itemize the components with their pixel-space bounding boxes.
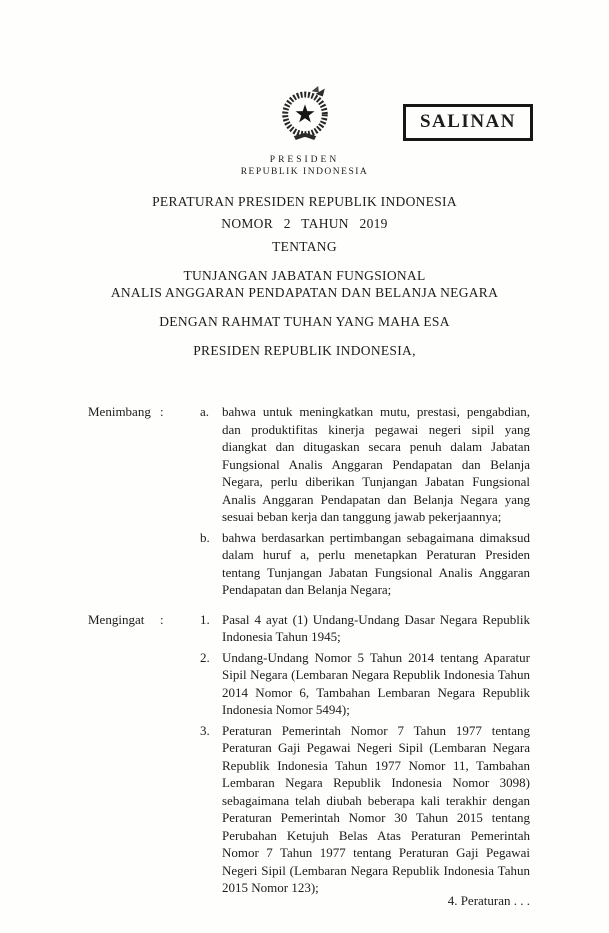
list-item: [200, 722, 530, 897]
regulation-heading: PERATURAN PRESIDEN REPUBLIK INDONESIA: [152, 194, 457, 209]
document-body: [0, 403, 609, 900]
list-item: [200, 403, 530, 526]
salinan-stamp-label: SALINAN: [419, 111, 516, 132]
mengingat-items: [200, 611, 530, 900]
item-marker: a.: [200, 404, 210, 419]
letterhead-republik-indonesia: REPUBLIK INDONESIA: [240, 167, 369, 177]
catchword: 4. Peraturan . . .: [447, 893, 530, 908]
mengingat-colon: :: [160, 611, 164, 627]
mengingat-label: Mengingat: [88, 611, 145, 627]
invocation-line: DENGAN RAHMAT TUHAN YANG MAHA ESA: [159, 314, 450, 329]
menimbang-items: [200, 403, 530, 602]
tentang-label: TENTANG: [272, 239, 337, 254]
title-block: [0, 194, 609, 359]
authority-line: PRESIDEN REPUBLIK INDONESIA,: [193, 343, 416, 358]
item-text: Undang-Undang Nomor 5 Tahun 2014 tentang Aparatur Sipil Negara (Lembaran Negara Republik Indonesia Tahun 2014 Nomor 6, Tambahan Lembaran Negara Republik Indonesia Nomor 5494);: [222, 649, 530, 717]
letterhead: [0, 154, 609, 178]
item-marker: 3.: [200, 722, 210, 738]
salinan-stamp: [403, 104, 533, 141]
item-marker: 1.: [200, 611, 210, 627]
list-item: [200, 611, 530, 646]
section-menimbang: [88, 403, 530, 602]
menimbang-label: Menimbang: [88, 404, 151, 419]
presidential-seal-icon: [272, 80, 338, 146]
letterhead-presiden: PRESIDEN: [269, 155, 340, 165]
item-text: Pasal 4 ayat (1) Undang-Undang Dasar Negara Republik Indonesia Tahun 1945;: [222, 611, 530, 644]
subject-line-2: ANALIS ANGGARAN PENDAPATAN DAN BELANJA NEGARA: [110, 285, 499, 300]
item-text: bahwa berdasarkan pertimbangan sebagaimana dimaksud dalam huruf a, perlu menetapkan Peraturan Presiden tentang Tunjangan Jabatan Fungsional Analis Anggaran Pendapatan dan Belanja Negara;: [222, 529, 530, 597]
item-marker: b.: [200, 529, 210, 545]
list-item: [200, 529, 530, 599]
item-text: bahwa untuk meningkatkan mutu, prestasi, pengabdian, dan produktifitas kinerja pegawai negeri sipil yang diangkat dan ditugaskan secara penuh dalam Jabatan Fungsional Analis Anggaran Pendapatan dan Belanja Negara, perlu diberikan Tunjangan Jabatan Fungsional Analis Anggaran Pendapatan dan Belanja Negara yang sesuai beban kerja dan tanggung jawab pekerjaannya;: [222, 404, 530, 524]
item-text: Peraturan Pemerintah Nomor 7 Tahun 1977 tentang Peraturan Gaji Pegawai Negeri Sipil (Lembaran Negara Republik Indonesia Tahun 1977 Nomor 11, Tambahan Lembaran Negara Republik Indonesia Nomor 3098) sebagaimana telah diubah beberapa kali terakhir dengan Peraturan Pemerintah Nomor 30 Tahun 2015 tentang Perubahan Ketujuh Belas Atas Peraturan Pemerintah Nomor 7 Tahun 1977 tentang Peraturan Gaji Pegawai Negeri Sipil (Lembaran Negara Republik Indonesia Tahun 2015 Nomor 123);: [222, 722, 530, 895]
menimbang-colon: :: [160, 404, 164, 419]
regulation-number: NOMOR 2 TAHUN 2019: [221, 216, 388, 231]
item-marker: 2.: [200, 649, 210, 665]
list-item: [200, 649, 530, 719]
subject-line-1: TUNJANGAN JABATAN FUNGSIONAL: [183, 268, 426, 283]
section-mengingat: [88, 611, 530, 900]
